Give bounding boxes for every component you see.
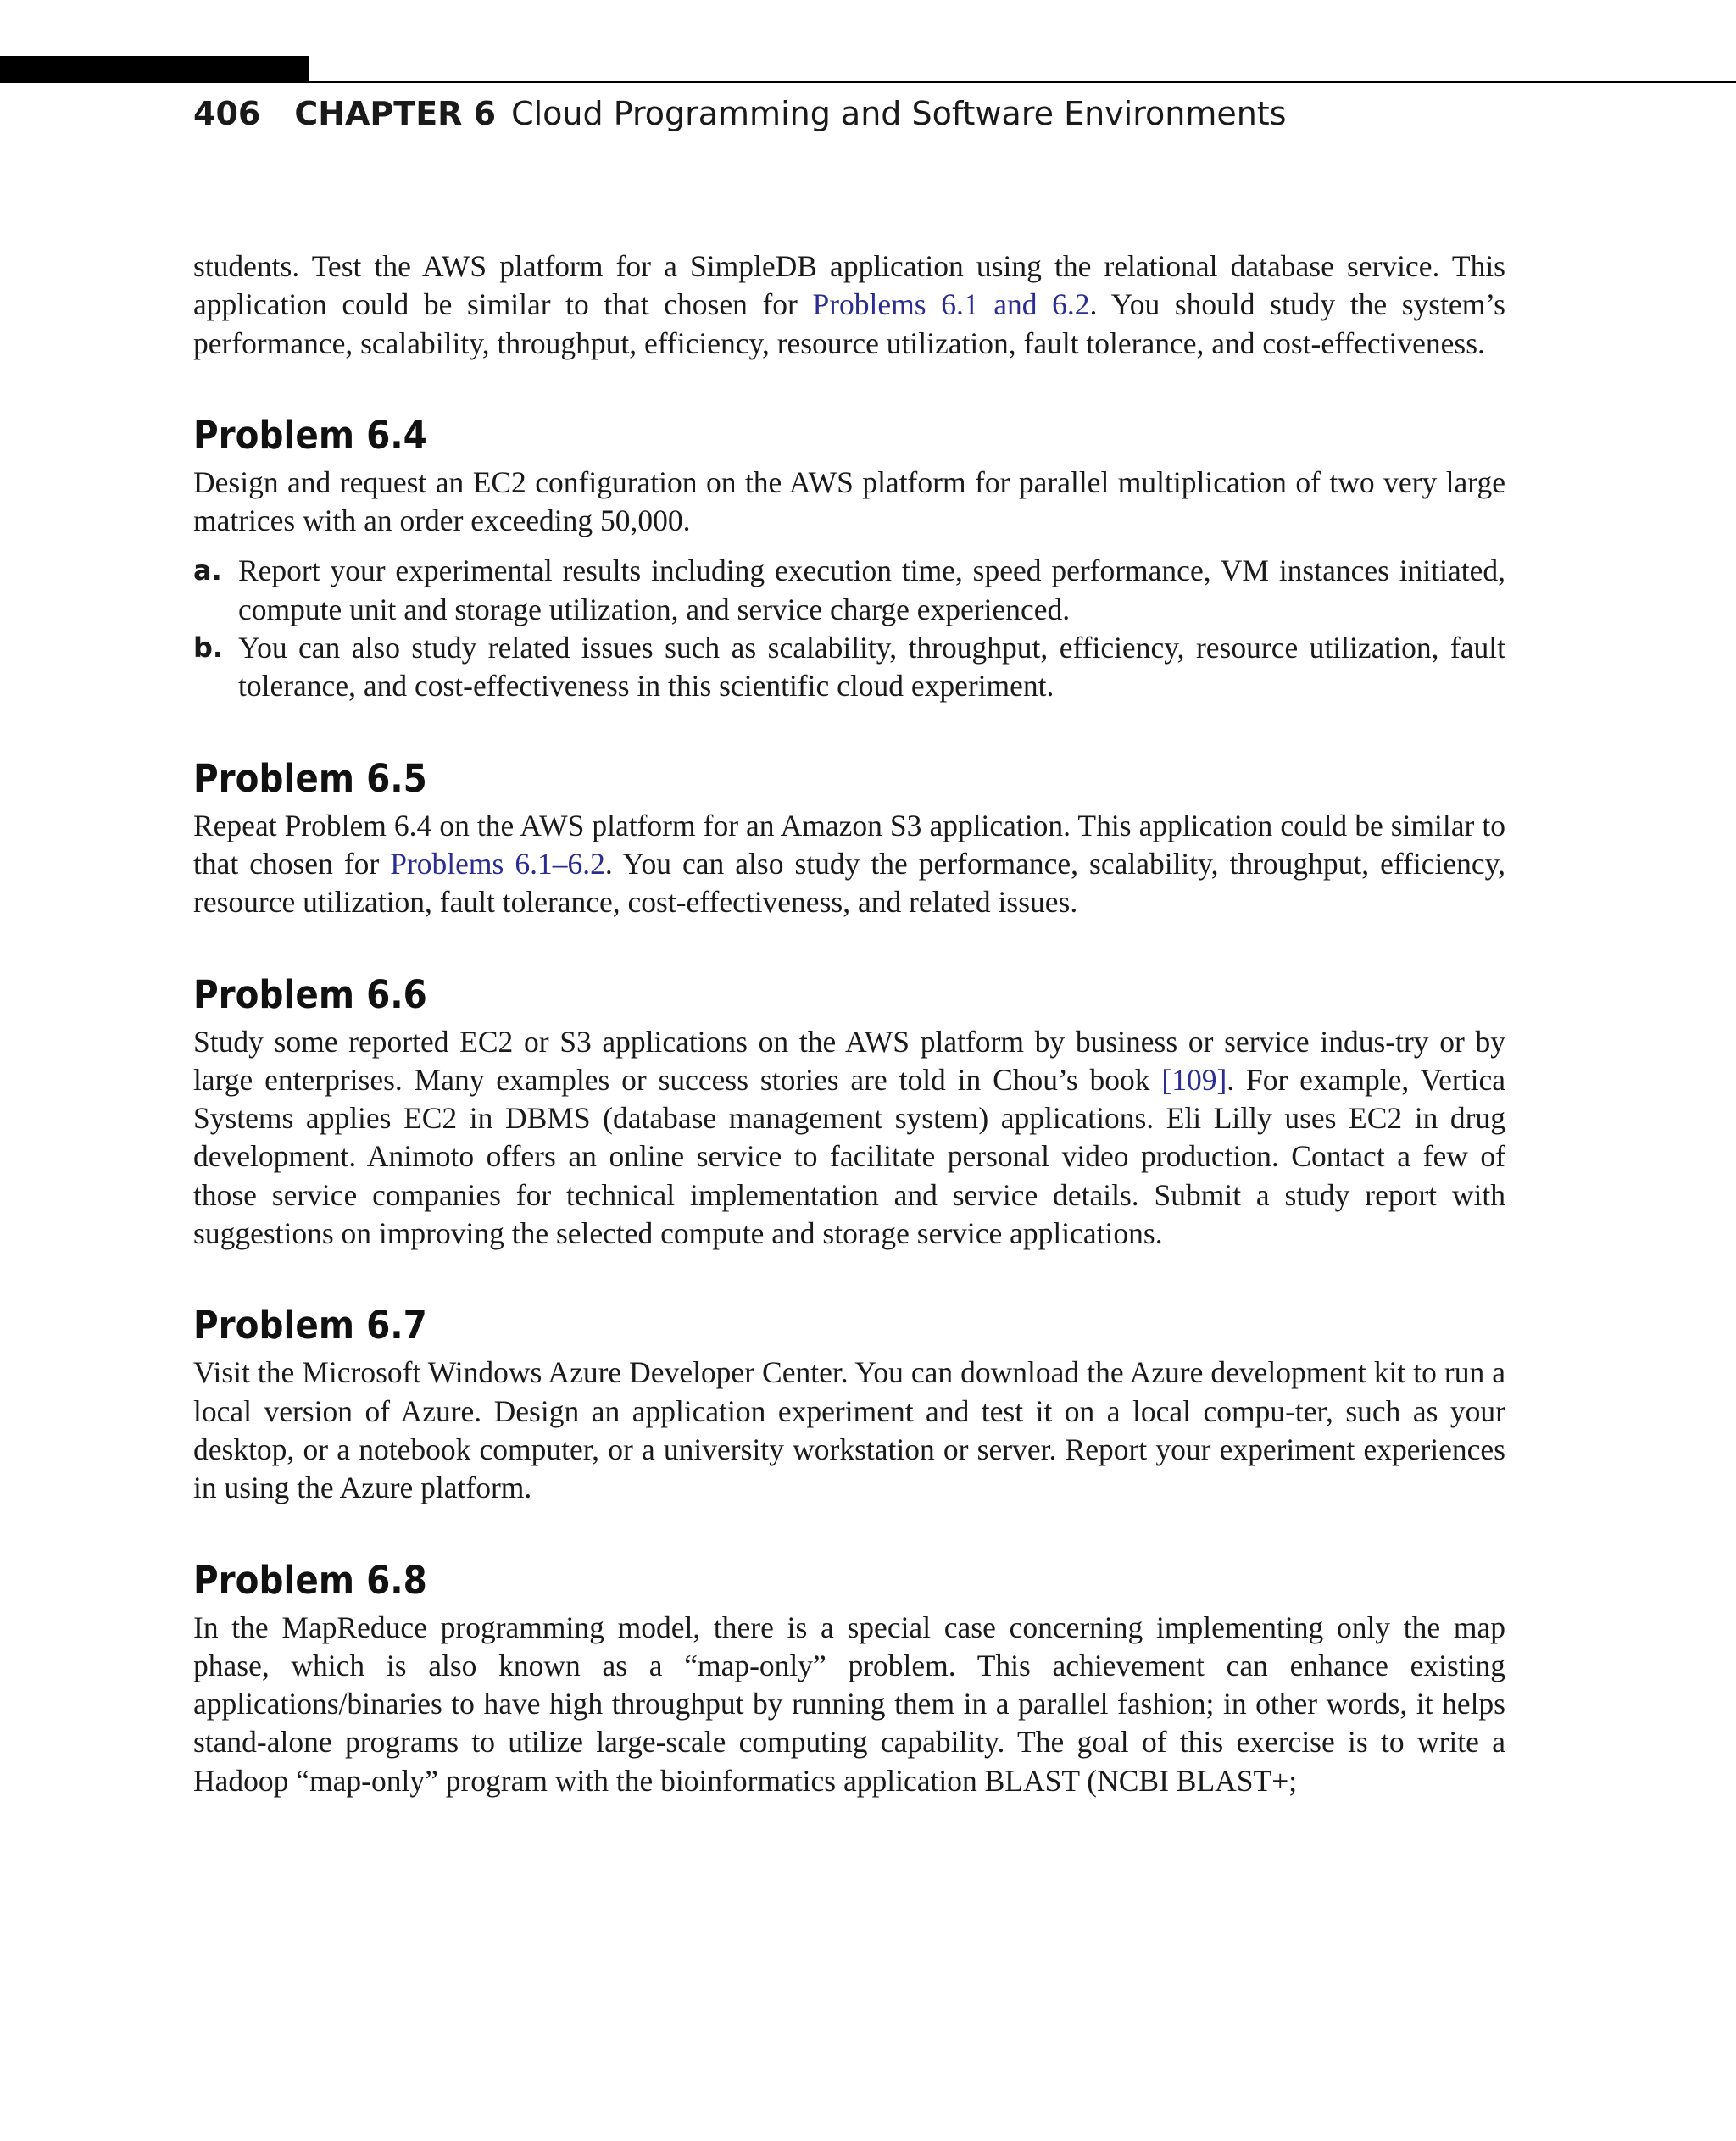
problem-6-7-title: Problem 6.7 xyxy=(193,1303,427,1349)
chapter-title: Cloud Programming and Software Environments xyxy=(511,95,1287,132)
problem-6-5-body: Repeat Problem 6.4 on the AWS platform for an Amazon S3 application. This application could be similar to that chosen for Problems 6.1–6.2. You can also study the performance, scalability, throughput, efficiency, resource utilization, fault tolerance, cost-effectiveness, and related issues. xyxy=(193,808,1505,920)
intro-paragraph: students. Test the AWS platform for a SimpleDB application using the relational database service. This application could be similar to that chosen for Problems 6.1 and 6.2. You should study the system’s performance, scalability, throughput, efficiency, resource utilization, fault tolerance, and cost-effectiveness. xyxy=(193,249,1505,360)
page-number: 406 xyxy=(193,95,261,132)
problem-6-6-title: Problem 6.6 xyxy=(193,971,427,1017)
problem-6-8-title: Problem 6.8 xyxy=(193,1557,427,1603)
running-header xyxy=(193,95,1287,142)
problem-6-8-body: In the MapReduce programming model, there is a special case concerning implementing only the map phase, which is also known as a “map-only” problem. This achievement can enhance existing applications/binaries to have high throughput by running them in a parallel fashion; in other words, it helps stand-alone programs to utilize large-scale computing capability. The goal of this exercise is to write a Hadoop “map-only” program with the bioinformatics application BLAST (NCBI BLAST+; xyxy=(193,1610,1505,1798)
list-marker: b. xyxy=(193,631,224,665)
problem-6-6-body: Study some reported EC2 or S3 applications on the AWS platform by business or service indus-try or by large enterprises. Many examples or success stories are told in Chou’s book [109]. For example, Vertica Systems applies EC2 in DBMS (database management system) applications. Eli Lilly uses EC2 in drug development. Animoto offers an online service to facilitate personal video production. Contact a few of those service companies for technical implementation and service details. Submit a study report with suggestions on improving the selected compute and storage service applications. xyxy=(193,1024,1505,1251)
problem-6-4-title: Problem 6.4 xyxy=(193,412,427,458)
problem-6-7-body: Visit the Microsoft Windows Azure Developer Center. You can download the Azure development kit to run a local version of Azure. Design an application experiment and test it on a local compu-ter, such as your desktop, or a notebook computer, or a university workstation or server. Report your experiment experiences in using the Azure platform. xyxy=(193,1355,1505,1505)
chapter-label: CHAPTER 6 xyxy=(294,95,497,132)
link-reference-109[interactable]: [109] xyxy=(1161,1062,1227,1097)
link-problems-6-1-6-2[interactable]: Problems 6.1 and 6.2 xyxy=(812,287,1090,322)
list-item-text: Report your experimental results including execution time, speed performance, VM instances initiated, compute unit and storage utilization, and service charge experienced. xyxy=(238,553,1505,626)
list-item xyxy=(193,629,1505,706)
list-item xyxy=(193,552,1505,629)
header-black-bar xyxy=(0,56,309,83)
list-marker: a. xyxy=(193,554,222,587)
page-body xyxy=(193,247,1505,1800)
problem-6-4-list xyxy=(193,552,1505,705)
problem-6-4-body: Design and request an EC2 configuration on the AWS platform for parallel multiplication of two very large matrices with an order exceeding 50,000. xyxy=(193,464,1505,538)
problem-6-6 xyxy=(193,971,1505,1254)
problem-6-7 xyxy=(193,1302,1505,1507)
problem-6-5-title: Problem 6.5 xyxy=(193,755,427,801)
problem-6-4 xyxy=(193,412,1505,706)
problem-6-8 xyxy=(193,1557,1505,1800)
link-problems-6-1-6-2[interactable]: Problems 6.1–6.2 xyxy=(390,846,605,881)
problem-6-5 xyxy=(193,755,1505,922)
header-rule xyxy=(309,81,1736,83)
list-item-text: You can also study related issues such as scalability, throughput, efficiency, resource utilization, fault tolerance, and cost-effectiveness in this scientific cloud experiment. xyxy=(238,631,1505,703)
